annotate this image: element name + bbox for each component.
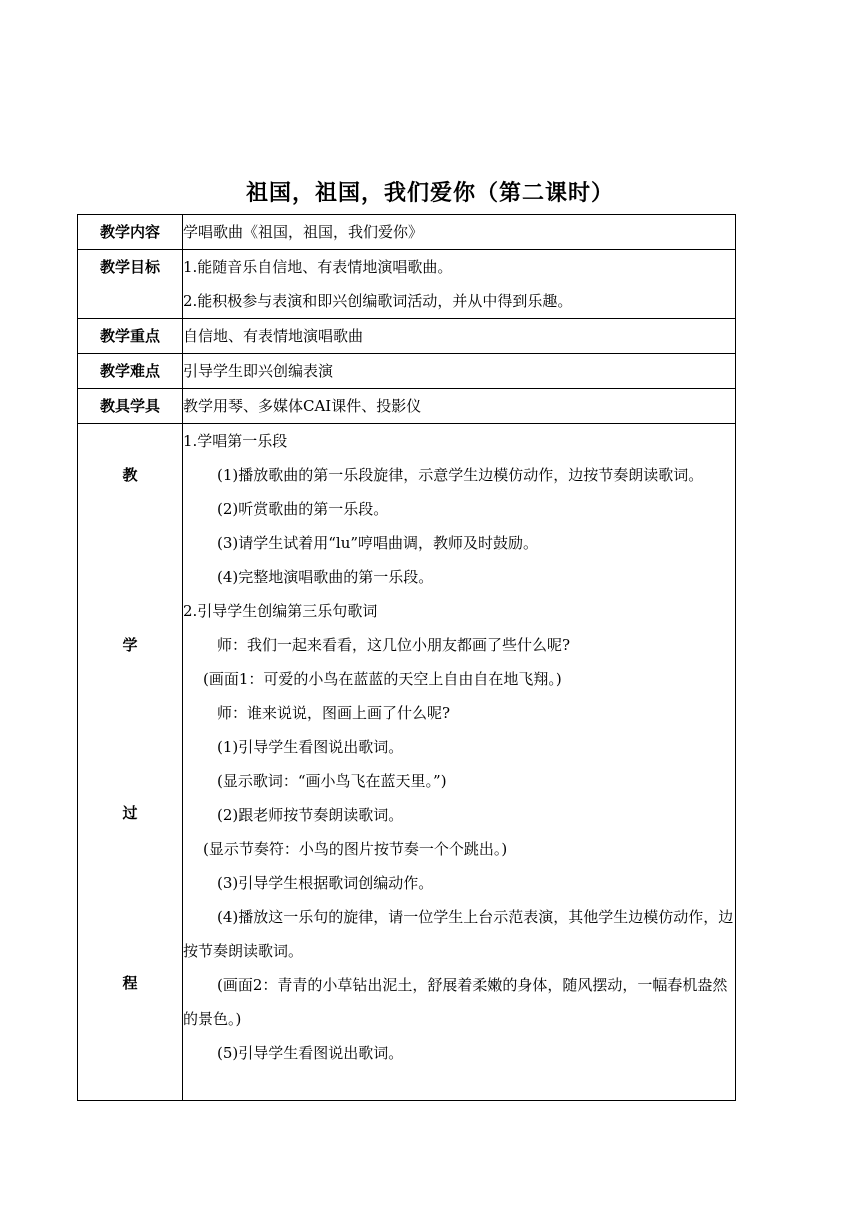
process-line: (画面1：可爱的小鸟在蓝蓝的天空上自由自在地飞翔。) bbox=[203, 670, 562, 688]
goal-line: 2.能积极参与表演和即兴创编歌词活动，并从中得到乐趣。 bbox=[183, 292, 573, 310]
label-goals: 教学目标 bbox=[78, 250, 183, 319]
label-key: 教学重点 bbox=[78, 319, 183, 354]
row-process bbox=[78, 424, 736, 1101]
value-goals bbox=[183, 250, 736, 319]
process-line: (5)引导学生看图说出歌词。 bbox=[217, 1044, 404, 1062]
label-difficulty: 教学难点 bbox=[78, 354, 183, 389]
process-label-char: 过 bbox=[122, 804, 138, 822]
process-line: (1)播放歌曲的第一乐段旋律，示意学生边模仿动作，边按节奏朗读歌词。 bbox=[217, 466, 704, 484]
row-key bbox=[78, 319, 736, 354]
value-tools: 教学用琴、多媒体CAI课件、投影仪 bbox=[183, 389, 736, 424]
value-key: 自信地、有表情地演唱歌曲 bbox=[183, 319, 736, 354]
row-tools bbox=[78, 389, 736, 424]
label-process bbox=[78, 424, 183, 1101]
process-line: (4)播放这一乐句的旋律，请一位学生上台示范表演，其他学生边模仿动作，边按节奏朗读歌词。 bbox=[183, 908, 734, 960]
process-line: (显示节奏符：小鸟的图片按节奏一个个跳出。) bbox=[203, 840, 508, 858]
process-line: (3)引导学生根据歌词创编动作。 bbox=[217, 874, 434, 892]
process-line: (1)引导学生看图说出歌词。 bbox=[217, 738, 404, 756]
row-goals bbox=[78, 250, 736, 319]
value-process bbox=[183, 424, 736, 1101]
label-content: 教学内容 bbox=[78, 215, 183, 250]
process-line: 2.引导学生创编第三乐句歌词 bbox=[183, 602, 378, 620]
label-tools: 教具学具 bbox=[78, 389, 183, 424]
page-title: 祖国，祖国，我们爱你（第二课时） bbox=[245, 181, 614, 206]
process-line: (显示歌词：“画小鸟飞在蓝天里。”) bbox=[217, 772, 447, 790]
process-label-char: 程 bbox=[122, 974, 138, 992]
value-difficulty: 引导学生即兴创编表演 bbox=[183, 354, 736, 389]
process-line: (4)完整地演唱歌曲的第一乐段。 bbox=[217, 568, 434, 586]
process-line: (画面2：青青的小草钻出泥土，舒展着柔嫩的身体，随风摆动，一幅春机盎然的景色。) bbox=[183, 976, 728, 1028]
process-line: (2)听赏歌曲的第一乐段。 bbox=[217, 500, 389, 518]
lesson-plan-table bbox=[77, 214, 736, 1101]
process-line: 师：我们一起来看看，这几位小朋友都画了些什么呢? bbox=[217, 636, 571, 654]
process-line: 1.学唱第一乐段 bbox=[183, 432, 288, 450]
row-difficulty bbox=[78, 354, 736, 389]
process-label-char: 教 bbox=[122, 466, 138, 484]
row-content bbox=[78, 215, 736, 250]
process-line: 师：谁来说说，图画上画了什么呢? bbox=[217, 704, 451, 722]
value-content: 学唱歌曲《祖国，祖国，我们爱你》 bbox=[183, 215, 736, 250]
process-line: (2)跟老师按节奏朗读歌词。 bbox=[217, 806, 404, 824]
process-line: (3)请学生试着用“lu”哼唱曲调，教师及时鼓励。 bbox=[217, 534, 539, 552]
process-label-char: 学 bbox=[122, 636, 138, 654]
goal-line: 1.能随音乐自信地、有表情地演唱歌曲。 bbox=[183, 258, 453, 276]
